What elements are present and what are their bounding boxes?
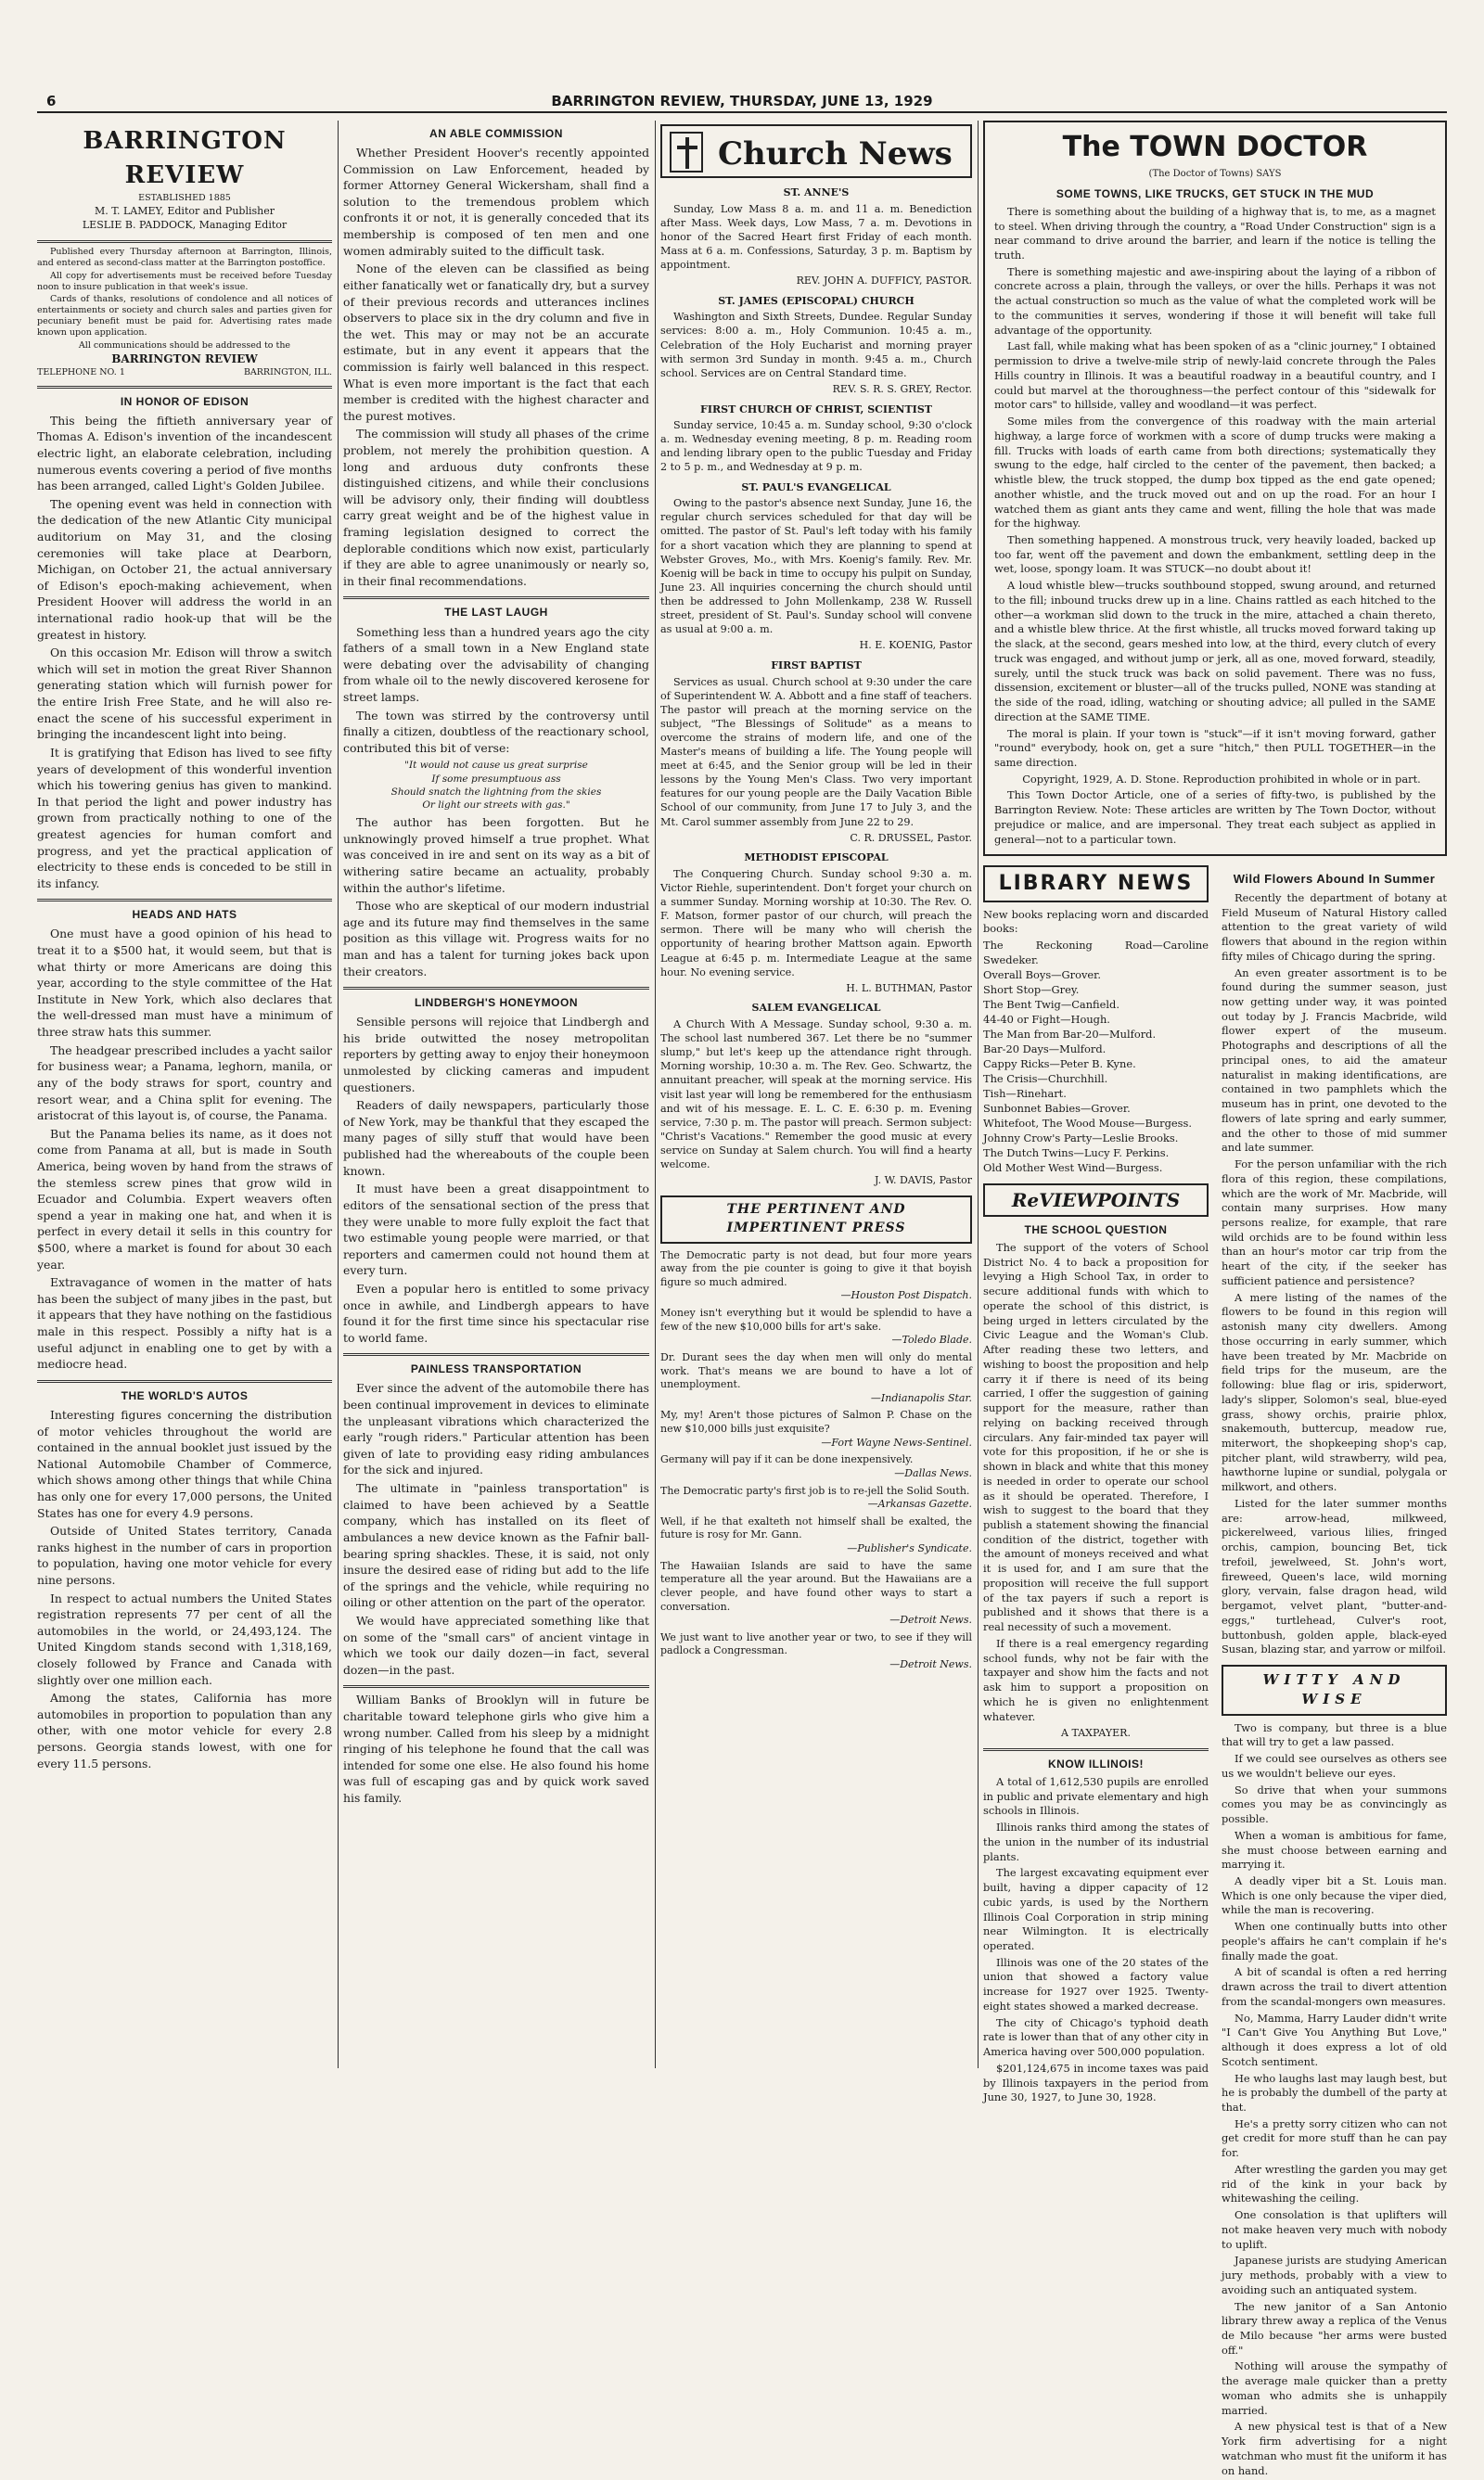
cross-icon [670,132,703,173]
commission-headline: AN ABLE COMMISSION [429,127,563,140]
press-quote [660,1515,972,1556]
town-doctor-headline: SOME TOWNS, LIKE TRUCKS, GET STUCK IN THE MUD [1055,186,1375,200]
column-3 [660,121,972,2068]
wild-flowers-paragraph: For the person unfamiliar with the rich flora of this region, these compilations, which are the work of Mr. Macbride, will contain many surprises. How many persons realize, for example, that rare wild orchids are to be found within less than an hour's motor car trip from the heart of the city, if the seeker has sufficient patience and persistence? [1222,1157,1447,1287]
quote-text: The Democratic party is not dead, but four more years away from the pie counter is going to give it that boyish figure so much admired. [660,1248,972,1288]
page-number: 6 [46,93,57,109]
masthead-established: ESTABLISHED 1885 [138,192,231,203]
laugh-headline: THE LAST LAUGH [444,606,548,620]
quote-source: —Indianapolis Star. [870,1391,972,1404]
running-head-text: BARRINGTON REVIEW, THURSDAY, JUNE 13, 1929 [551,93,933,109]
laugh-p3: The author has been forgotten. But he unknowingly proved himself a true prophet. What was conceived in ire and sent on its way as a bit of withering satire became an actuality, probably within the author's lifetime. [343,815,649,895]
wild-flowers-paragraph: Listed for the later summer months are: arrow-head, milkweed, pickerelweed, various lilies, fringed orchis, campion, bouncing Bet, tick trefoil, jewelweed, St. John's wort, fireweed, Queen's lace, wild morning glory, vervain, false dragon head, wild bergamot, velvet plant, "butter-and-eggs," turtlehead, Culver's root, buttonbush, golden apple, black-eyed Susan, blazing star, and yarrow or milfoil. [1222,1496,1447,1656]
painless-p2: The ultimate in "painless transportation" is claimed to have been achieved by a Seattle company, which has installed on its fleet of ambulances a new device known as the Fafnir ball-bearing spring shackles. These, it is said, not only insure the desired ease of riding but add to the life of the springs and the vehicle, while requiring no oiling or other attention on the part of the operator. [343,1481,649,1610]
masthead-copy: All copy for advertisements must be received before Tuesday noon to insure publication in that week's issue. [37,270,332,292]
witty-item: A deadly viper bit a St. Louis man. Which is one only because the viper died, while the man is recovering. [1222,1873,1447,1917]
book-item: The Bent Twig—Canfield. [983,997,1119,1011]
masthead-title: BARRINGTON REVIEW [83,127,287,189]
commission-p2: None of the eleven can be classified as being either fanatically wet or fanatically dry, but a survey of their previous records and utterances inclines observers to place six in the dry column and five in the wet. This may or may not be an accurate estimate, but in any event it appears that the commission is fairly well balanced in this respect. What is even more important is the fact that each member is credited with the highest character and the purest motives. [343,262,649,423]
lindbergh-p4: Even a popular hero is entitled to some privacy once in awhile, and Lindbergh appears to have found it for the first time since his spectacular rise to world fame. [343,1281,649,1345]
library-intro: New books replacing worn and discarded books: [983,907,1209,936]
wild-flowers-paragraph: A mere listing of the names of the flowers to be found in this region will astonish many city dwellers. Among those occurring in early summer, which have been treated by Mr. Macbride on field trips for the museum, are the following: blue flag or iris, spiderwort, lady's slipper, Solomon's seal, blue-eyed grass, showy orchis, prairie phlox, snakemouth, buttercup, meadow rue, miterwort, the shopkeeping shop's cap, pitcher plant, wild strawberry, wild pea, hawthorne lupine or sundial, polygala or milkwort, and others. [1222,1290,1447,1494]
town-doctor-sub: (The Doctor of Towns) SAYS [1148,168,1282,179]
witty-item: If we could see ourselves as others see us we wouldn't believe our eyes. [1222,1752,1447,1780]
td-p6: A loud whistle blew—trucks southbound stopped, swung around, and returned to the fill; inbound trucks drew up in a line. Chains rattled as each hitched to the other—a workman slid down to the truck in the mire, attached a chain thereto, and a whistle blew thrice. At the first whistle, all trucks moved forward taking up the slack, at the second, gears meshed into low, at the third, every clutch of every truck was engaged, and without jump or jerk, all as one, moved forward, steadily, surely, until the stuck truck was back on solid pavement. There was no fuss, dissension, excitement or bluster—all of the trucks pulled, NONE was standing at the side of the road, idling, watching or shouting advice; all pulled in the SAME direction at the SAME TIME. [994,579,1436,723]
church-pastor: H. L. BUTHMAN, Pastor [846,981,972,994]
book-item: Johnny Crow's Party—Leslie Brooks. [983,1131,1179,1144]
witty-item: Two is company, but three is a blue that will try to get a law passed. [1222,1720,1447,1749]
quote-source: —Publisher's Syndicate. [847,1542,972,1555]
quote-text: Well, if he that exalteth not himself shall be exalted, the future is rosy for Mr. Gann. [660,1515,972,1541]
lindbergh-p3: It must have been a great disappointment to editors of the sensational section of the press that they were unable to more fully exploit the fact that two estimable young people were married, or that reporters and camermen could not hound them at every turn. [343,1182,649,1278]
church-text: Sunday, Low Mass 8 a. m. and 11 a. m. Benediction after Mass. Week days, Low Mass, 7 a. m. Devotions in honor of the Sacred Heart first Friday of each month. Mass at 6 a. m. Confessions, Saturday, 3 p. m. Baptism by appointment. [660,202,972,272]
edison-headline: IN HONOR OF EDISON [120,394,249,408]
edison-p2: The opening event was held in connection with the dedication of the new Atlantic City municipal auditorium on May 31, and the closing ceremonies will take place at Dearborn, Michigan, on October 21, the actual anniversary of Edison's epoch-making achievement, when President Hoover will address the world in an international radio hook-up that will be the greatest in history. [37,496,332,642]
quote-source: —Detroit News. [889,1614,972,1627]
town-doctor-box [983,121,1447,856]
church-text: Sunday service, 10:45 a. m. Sunday school, 9:30 o'clock a. m. Wednesday evening meeting, 8 p. m. Reading room and lending library open to the public Tuesday and Friday 2 to 5 p. m., and Wednesday at 9 p. m. [660,419,972,474]
know-illinois-item: The city of Chicago's typhoid death rate is lower than that of any other city in America having over 500,000 population. [983,2015,1209,2059]
quote-text: My, my! Aren't those pictures of Salmon P. Chase on the new $10,000 bills just exquisite? [660,1409,972,1436]
quote-source: —Houston Post Dispatch. [840,1289,972,1302]
newspaper-page [37,37,1447,2477]
witty-item: After wrestling the garden you may get rid of the kink in your back by whitewashing the ceiling. [1222,2162,1447,2205]
running-head [37,93,1447,113]
church-text: Services as usual. Church school at 9:30 under the care of Superintendent W. A. Abbott and a fine staff of teachers. The pastor will preach at the morning service on the subject, "The Blessings of Solitude" as a means to overcome the strains of modern life, and one of the Master's means of building a life. The Young people will meet at 6:45, and the Senior group will be led in their lessons by the Young Men's Class. Two very important features for our young people are the Daily Vacation Bible School of our community, from June 17 to July 3, and the Mt. Carol summer assembly from June 22 to 29. [660,675,972,828]
church-text: The Conquering Church. Sunday school 9:30 a. m. Victor Riehle, superintendent. Don't forget your church on a summer Sunday. Morning worship at 10:30. The Rev. O. F. Matson, former pastor of our church, will preach the sermon. There will be many who will cherish the opportunity of hearing brother Mattson again. Epworth League at 6:45 p. m. Intermediate League at the same hour. No evening service. [660,867,972,978]
quote-text: The Hawaiian Islands are said to have the same temperature all the year around. But the Hawaiians are a clever people, and have found other ways to start a conversation. [660,1559,972,1613]
press-headline: THE PERTINENT AND IMPERTINENT PRESS [660,1195,972,1244]
hats-p3: But the Panama belies its name, as it does not come from Panama at all, but is made in South America, being woven by hand from the straws of the stemless screw pines that grow wild in Ecuador and Columbia. Expert weavers often spend a year in making one hat, and when it is perfect in every detail it sells in this country for $500, where a market is found for about 30 each year. [37,1126,332,1272]
press-quote [660,1631,972,1672]
know-illinois-item: Illinois was one of the 20 states of the union that showed a factory value increase for 1927 over 1925. Twenty-eight states showed a marked decrease. [983,1955,1209,2013]
painless-p3: We would have appreciated something like that on some of the "small cars" of ancient vintage in which we took our daily dozen—in fact, several dozen—in the past. [343,1613,649,1677]
book-item: Old Mother West Wind—Burgess. [983,1160,1163,1174]
book-item: The Crisis—Churchhill. [983,1071,1108,1085]
edison-p3: On this occasion Mr. Edison will throw a switch which will set in motion the great River Shannon generating station which will furnish power for the entire Irish Free State, and he will also re-enact the scene of his successful experiment in bringing the incandescent light into being. [37,646,332,742]
td-p7: The moral is plain. If your town is "stuck"—if it isn't moving forward, gather "round" everybody, hook on, get a sure "hitch," then PULL TOGETHER—in the same direction. [994,726,1436,769]
witty-item: Japanese jurists are studying American jury methods, probably with a view to avoiding such an antiquated system. [1222,2254,1447,2296]
painless-p1: Ever since the advent of the automobile there has been continual improvement in devices to eliminate the unpleasant vibrations which characterized the early "rough riders." Particular attention has been given of late to providing easy riding ambulances for the sick and injured. [343,1381,649,1477]
book-item: The Man from Bar-20—Mulford. [983,1027,1157,1041]
wild-flowers-paragraph: Recently the department of botany at Field Museum of Natural History called attention to the great variety of wild flowers that abound in the region within fifty miles of Chicago during the spring. [1222,890,1447,963]
witty-item: No, Mamma, Harry Lauder didn't write "I Can't Give You Anything But Love," although it does express a lot of old Scotch sentiment. [1222,2011,1447,2068]
church-name: FIRST BAPTIST [771,658,862,671]
quote-source: —Arkansas Gazette. [867,1498,972,1511]
church-pastor: C. R. DRUSSEL, Pastor. [850,831,972,844]
column-4-right [1222,865,1447,2480]
witty-item: A bit of scandal is often a red herring drawn across the trail to divert attention from the scandal-mongers own measures. [1222,1965,1447,2008]
press-quote [660,1249,972,1304]
school-headline: THE SCHOOL QUESTION [1024,1222,1168,1236]
book-item: Cappy Ricks—Peter B. Kyne. [983,1056,1136,1070]
church-pastor: J. W. DAVIS, Pastor [875,1174,972,1187]
quote-source: —Detroit News. [889,1658,972,1671]
witty-item: When one continually butts into other people's affairs he can't complain if he's finally made the goat. [1222,1920,1447,1962]
school-p2: If there is a real emergency regarding school funds, why not be fair with the taxpayer and show him the facts and not ask him to support a proposition on which he is given no enlightenment whatever. [983,1636,1209,1723]
commission-p1: Whether President Hoover's recently appointed Commission on Law Enforcement, headed by former Attorney General Wickersham, shall find a solution to the tremendous problem which confronts it or not, it is generally conceded that its membership is composed of ten men and one women admirably suited to the difficult task. [343,146,649,258]
reviewpoints-title: ReVIEWPOINTS [983,1183,1209,1217]
edison-p1: This being the fiftieth anniversary year of Thomas A. Edison's invention of the incandescent electric light, an elaborate celebration, including numerous events covering a period of five months has been arranged, called Light's Golden Jubilee. [37,413,332,493]
td-copyright: Copyright, 1929, A. D. Stone. Reproduction prohibited in whole or in part. [1022,772,1421,786]
press-quote [660,1560,972,1628]
book-item: Whitefoot, The Wood Mouse—Burgess. [983,1116,1192,1130]
autos-p1: Interesting figures concerning the distribution of motor vehicles throughout the world are contained in the annual booklet just issued by the National Automobile Chamber of Commerce, which shows among other things that while China has only one for every 17,000 persons, the United States has one for every 4.9 persons. [37,1407,332,1520]
masthead-cards: Cards of thanks, resolutions of condolence and all notices of entertainments or society and church sales and parties given for pecuniary benefit must be paid for. Advertising rates made known upon application. [37,294,332,339]
church-news-banner [660,124,972,178]
lindbergh-p2: Readers of daily newspapers, particularly those of New York, may be thankful that they escaped the many pages of silly stuff that would have been published had the whereabouts of the couple been known. [343,1098,649,1178]
quote-text: Dr. Durant sees the day when men will only do mental work. That's means we are bound to have a lot of unemployment. [660,1350,972,1391]
know-illinois-item: A total of 1,612,530 pupils are enrolled in public and private elementary and high schools in Illinois. [983,1774,1209,1818]
book-item: The Reckoning Road—Caroline Swedeker. [983,939,1209,967]
church-text: Owing to the pastor's absence next Sunday, June 16, the regular church services scheduled for that day will be omitted. The pastor of St. Paul's left today with his family for a short vacation which they are planning to spend at Webster Groves, Mo., with Mrs. Koenig's family. Rev. Mr. Koenig will be back in time to occupy his pulpit on Sunday, June 23. All inquiries concerning the church should until then be addressed to John Mollenkamp, 238 W. Russell street, president of St. Paul's. Sunday school will convene as usual at 9:00 a. m. [660,497,972,636]
td-p5: Then something happened. A monstrous truck, very heavily loaded, backed up too far, went off the pavement and down the embankment, settling deep in the wet, loose, spongy loam. It was STUCK—no doubt about it! [994,532,1436,576]
quote-text: Germany will pay if it can be done inexpensively. [660,1453,914,1466]
painless-headline: PAINLESS TRANSPORTATION [410,1362,582,1376]
edison-p4: It is gratifying that Edison has lived to see fifty years of development of this wonderful invention which his towering genius has given to mankind. In that period the light and power industry has grown from practically nothing to one of the greatest agencies for human comfort and progress, and yet the practical application of electricity to these ends is conceded to be still in its infancy. [37,745,332,890]
press-quote [660,1453,972,1480]
quote-source: —Fort Wayne News-Sentinel. [821,1436,972,1449]
laugh-p4: Those who are skeptical of our modern industrial age and its future may find themselves in the same position as this village wit. Progress waits for no man and has a talent for turning jokes back upon their creators. [343,899,649,978]
book-item: Overall Boys—Grover. [983,968,1101,982]
masthead-pub: Published every Thursday afternoon at Barrington, Illinois, and entered as second-class matter at the Barrington postoffice. [37,246,332,268]
witty-item: When a woman is ambitious for fame, she must choose between earning and marrying it. [1222,1828,1447,1872]
know-illinois-item: The largest excavating equipment ever built, having a dipper capacity of 12 cubic yards, is used by the Northern Illinois Coal Corporation in strip mining near Wilmington. It is electrically operated. [983,1866,1209,1952]
book-item: Tish—Rinehart. [983,1086,1067,1100]
know-illinois-item: $201,124,675 in income taxes was paid by Illinois taxpayers in the period from June 30, 1927, to June 30, 1928. [983,2061,1209,2104]
press-quote [660,1409,972,1450]
hats-p2: The headgear prescribed includes a yacht sailor for business wear; a Panama, leghorn, manila, or any of the body straws for sport, country and resort wear, and a China split for evening. The aristocrat of this layout is, of course, the Panama. [37,1042,332,1123]
masthead-managing: LESLIE B. PADDOCK, Managing Editor [82,219,288,232]
press-quote [660,1485,972,1512]
quote-text: We just want to live another year or two, to see if they will padlock a Congressman. [660,1630,972,1657]
know-illinois-headline: KNOW ILLINOIS! [1048,1757,1144,1771]
book-item: Short Stop—Grey. [983,983,1080,996]
book-item: Sunbonnet Babies—Grover. [983,1101,1131,1115]
book-item: 44-40 or Fight—Hough. [983,1012,1110,1026]
press-quote [660,1307,972,1348]
witty-item: He who laughs last may laugh best, but he is probably the dumbell of the party at that. [1222,2071,1447,2114]
laugh-p2: The town was stirred by the controversy until finally a citizen, doubtless of the reactionary school, contributed this bit of verse: [343,708,649,755]
column-4-left [983,865,1209,2480]
press-quote [660,1351,972,1406]
town-doctor-title: The TOWN DOCTOR [1062,131,1368,163]
laugh-poem: "It would not cause us great surprise If some presumptuous ass Should snatch the lightning from the skies Or light our streets with gas." [390,760,602,811]
laugh-p1: Something less than a hundred years ago the city fathers of a small town in a New England state were debating over the advisability of changing from whale oil to the newly discovered kerosene for street lamps. [343,624,649,704]
book-list [983,939,1209,1176]
library-news-title: LIBRARY NEWS [983,865,1209,901]
witty-item: He's a pretty sorry citizen who can not get credit for more stuff than he can pay for. [1222,2116,1447,2160]
witty-item: The new janitor of a San Antonio library threw away a replica of the Venus de Milo because "her arms were busted off." [1222,2299,1447,2357]
church-name: ST. JAMES (EPISCOPAL) CHURCH [718,294,915,307]
hats-p4: Extravagance of women in the matter of hats has been the subject of many jibes in the past, but it appears that they have nothing on the fastidious male in this respect. Possibly a nifty hat is a useful adjunct in enabling one to get by with a mediocre head. [37,1275,332,1372]
quote-text: Money isn't everything but it would be splendid to have a few of the new $10,000 bills for art's sake. [660,1307,972,1333]
church-name: ST. ANNE'S [783,186,850,198]
banks-item: William Banks of Brooklyn will in future be charitable toward telephone girls who give him a wrong number. Called from his sleep by a midnight ringing of his telephone he found that the call was intended for some one else. He also found his home was full of escaping gas and by quick work saved his family. [343,1693,649,1806]
church-name: ST. PAUL'S EVANGELICAL [741,480,891,493]
td-note: This Town Doctor Article, one of a series of fifty-two, is published by the Barrington Review. Note: These articles are written by The Town Doctor, without prejudice or malice, and are impersonal. They treat each subject as applied in general—not to a particular town. [994,788,1436,846]
commission-p3: The commission will study all phases of the crime problem, not merely the prohibition question. A long and arduous duty confronts these distinguished citizens, and while their conclusions will be advisory only, their finding will doubtless carry great weight and be of the highest value in framing legislation designed to correct the deplorable conditions which now exist, particularly if they are able to agree unanimously or nearly so, in their final recommendations. [343,427,649,588]
church-pastor: REV. S. R. S. GREY, Rector. [832,382,972,395]
school-signature: A TAXPAYER. [1061,1727,1131,1740]
witty-item: A new physical test is that of a New York firm advertising for a night watchman who must fit the uniform it has on hand. [1222,2420,1447,2477]
witty-wise-title: WITTY AND WISE [1222,1665,1447,1716]
quote-source: —Dallas News. [894,1466,972,1479]
know-illinois-item: Illinois ranks third among the states of the union in the number of its industrial plants. [983,1821,1209,1863]
masthead-phone: TELEPHONE NO. 1 [37,366,125,377]
quote-text: The Democratic party's first job is to re-jell the Solid South. [660,1484,970,1497]
wild-flowers-paragraph: An even greater assortment is to be found during the summer season, just now getting under way, it was pointed out today by J. Francis Macbride, wild flower expert of the museum. Photographs and descriptions of all the principal ones, to aid the amateur naturalist in making identifications, are contained in two pamphlets which the museum has in print, one devoted to the flowers of late spring and early summer, and the other to those of mid summer and late summer. [1222,965,1447,1155]
book-item: The Dutch Twins—Lucy F. Perkins. [983,1145,1170,1159]
masthead-editor: M. T. LAMEY, Editor and Publisher [95,204,275,217]
hats-headline: HEADS AND HATS [132,908,237,922]
church-name: FIRST CHURCH OF CHRIST, SCIENTIST [700,403,932,415]
wild-flowers-headline: Wild Flowers Abound In Summer [1233,872,1436,887]
church-pastor: H. E. KOENIG, Pastor [859,639,972,652]
td-p2: There is something majestic and awe-inspiring about the laying of a ribbon of concrete across a plain, through the valleys, or over the hills. Perhaps it was not the actual construction so much as the value of what the completed work will be to the communities it serves, wondering if those it will benefit will take full advantage of the opportunity. [994,264,1436,337]
quote-source: —Toledo Blade. [891,1334,972,1347]
autos-p3: In respect to actual numbers the United States registration represents 77 per cent of all the automobiles in the world, or 24,493,124. The United Kingdom stands second with 1,318,169, closely followed by France and Canada with slightly over one million each. [37,1591,332,1687]
book-item: Bar-20 Days—Mulford. [983,1042,1107,1055]
church-text: A Church With A Message. Sunday school, 9:30 a. m. The school last numbered 367. Let there be no "summer slump," but let's keep up the attendance right through. Morning worship, 10:30 a. m. The Rev. Geo. Schwartz, the annuitant preacher, will speak at the morning service. His visit last year will long be remembered for the enthusiasm and wit of his message. E. L. C. E. 6:30 p. m. Evening service, 7:30 p. m. The pastor will preach. Sermon subject: "Christ's Vacations." Remember the good music at every service on Sunday at Salem church. You will find a hearty welcome. [660,1018,972,1171]
masthead-town: BARRINGTON, ILL. [243,366,332,377]
column-1 [37,121,332,2068]
church-name: METHODIST EPISCOPAL [744,851,889,864]
td-p1: There is something about the building of a highway that is, to me, as a magnet to steel. When driving through the country, a "Road Under Construction" sign is a near command to drive around the barrier, and learn if the notice is telling the truth. [994,204,1436,262]
autos-p2: Outside of United States territory, Canada ranks highest in the number of cars in proportion to population, having one motor vehicle for every nine persons. [37,1524,332,1587]
masthead-addr: All communications should be addressed to the [78,339,291,351]
hats-p1: One must have a good opinion of his head to treat it to a $500 hat, it would seem, but that is what thirty or more Americans are doing this year, according to the style committee of the Hat Institute in New York, which also declares that the well-dressed man must have a minimum of three straw hats this summer. [37,927,332,1040]
witty-item: So drive that when your summons comes you may be as convincingly as possible. [1222,1783,1447,1826]
td-p3: Last fall, while making what has been spoken of as a "clinic journey," I obtained permission to drive a twelve-mile strip of newly-laid concrete through the Pales Hills country in Illinois. It was a beautiful roadway in a beautiful country, and I could but marvel at the thoroughness—the perfect contour of this "sidewalk for motor cars" to hillside, valley and woodland—it was perfect. [994,339,1436,412]
column-4 [983,121,1447,2477]
church-text: Washington and Sixth Streets, Dundee. Regular Sunday services: 8:00 a. m., Holy Communion. 10:45 a. m., Celebration of the Holy Eucharist and morning prayer with sermon 3rd Sunday in month. 9:45 a. m., Church school. Services are on Central Standard time. [660,311,972,379]
school-p1: The support of the voters of School District No. 4 to back a proposition for levying a High School Tax, in order to secure additional funds with which to operate the school of this district, is being urged in letters circulated by the Civic League and the Woman's Club. After reading these two letters, and wishing to boost the proposition and help carry it if there is need of its being carried, I offer the suggestion of gaining support for the measure, rather than relying on backing received through circulars. Any fair-minded tax payer will vote for this proposition, if he or she is shown in black and white that this money is needed in order to operate our school as it should be operated. Therefore, I wish to suggest to the board that they publish a statement showing the financial condition of the district, together with the amount of moneys received and what it is used for, and I am sure that the proposition will receive the full support of the tax payers if such a report is published and it shows that there is a real necessity of such a movement. [983,1241,1209,1634]
lindbergh-headline: LINDBERGH'S HONEYMOON [414,996,579,1010]
church-news-title: Church News [718,135,953,173]
lindbergh-p1: Sensible persons will rejoice that Lindbergh and his bride outwitted the nosey metropolitan reporters by getting away to enjoy their honeymoon unmolested by clicking cameras and impudent questioners. [343,1015,649,1094]
masthead-addr2: BARRINGTON REVIEW [111,352,258,365]
autos-p4: Among the states, California has more automobiles in proportion to population than any other, with one motor vehicle for every 2.8 persons. Georgia stands lowest, with one for every 11.5 persons. [37,1691,332,1771]
autos-headline: THE WORLD'S AUTOS [121,1388,249,1402]
witty-item: One consolation is that uplifters will not make heaven very much with nobody to uplift. [1222,2208,1447,2251]
column-2 [343,121,649,2068]
church-pastor: REV. JOHN A. DUFFICY, PASTOR. [796,275,972,288]
td-p4: Some miles from the convergence of this roadway with the main arterial highway, a large force of workmen with a score of dump trucks were making a fill. Trucks with loads of earth came from both directions; systematically they swung to the edge, half circled to the center of the pavement, then backed; a whistle blew, the truck stopped, the dump box tipped as the end gate opened; another whistle, and the truck moved out and on up the road. For an hour I watched them as giant ants they came and went, filling the hole that was made for the highway. [994,415,1436,531]
church-name: SALEM EVANGELICAL [751,1002,881,1015]
witty-item: Nothing will arouse the sympathy of the average male quicker than a pretty woman who admits she is unhappily married. [1222,2359,1447,2417]
